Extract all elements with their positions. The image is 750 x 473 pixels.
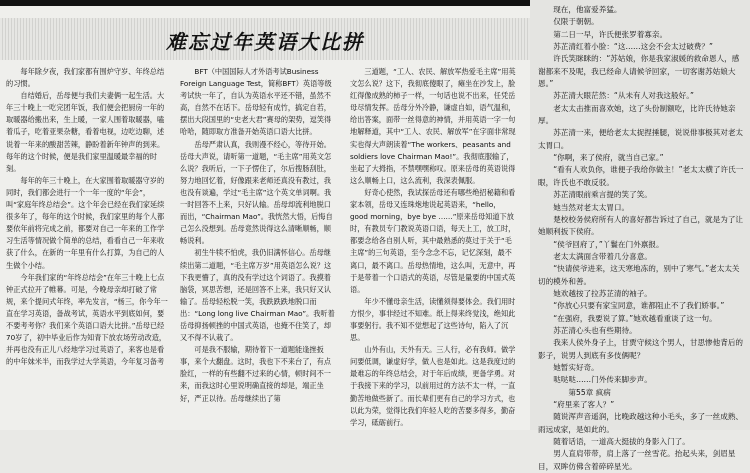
novel-paragraph: 楚校校务侯府所有人的喜好都告诉过了自己，就是为了让她顺利扳下侯府。 xyxy=(538,214,744,237)
novel-text-column xyxy=(538,4,744,473)
novel-paragraph: 老太太满面含带着几分喜意。 xyxy=(553,251,652,261)
novel-paragraph: “你放心只要有家宝同意，谁都阻止不了我们娇事。” xyxy=(553,301,725,311)
novel-paragraph: 苏芷清红着小脸：“这……这会不会太过破费？” xyxy=(553,42,713,52)
novel-paragraph: “在强府，我要说了算。”她欢越看重谈了这一句。 xyxy=(553,313,717,323)
novel-paragraph: 苏芷清眼前乘言提的笑了笑。 xyxy=(553,190,652,200)
novel-paragraph: 我来人侯外身子上，甘贾守候这个男人，甘思惨他背后的影子，说男人到底有多伎俩呢？ xyxy=(538,338,744,360)
novel-paragraph: 苏芷清心头也有些期待。 xyxy=(553,325,637,335)
novel-paragraph: 她暂实好奇。 xyxy=(553,362,599,372)
novel-paragraph: 随说浑声音遥润，比晚政越这种小毛头，多了一丝成熟、雨远成家，是如此的。 xyxy=(538,412,744,434)
article-paragraph: 三道题，“工人、农民、解放军热爱毛主席”用英文怎么说？这下，我彻底傻眼了，瘫坐在沙发上，脸红得像成熟的柿子一样，一句话也说不出来，任凭岳母尽情发挥。岳母分外冷静，谦虚自如，语气温和，给出答案，面带一丝得意的神情，并用英语一字一句地解释道，其中“工人、农民、解放军”在字面非常现实也得大声朗读着“The workers、peasants and soldiers love Chairman Mao!”。我彻底服输了，坐起了大拇指，不禁嘿嘿称叹。原来岳母的英语说得这么顺畅上口，这么流利，我深表佩服。 xyxy=(350,67,516,185)
novel-paragraph: 她当然对老太太胃口。 xyxy=(553,202,630,212)
novel-paragraph: 许氏笑眯眯的：“苏姑娘，你是我家淑媛的救命恩人，感谢都来不及呢，我已经命人请候爷回家，一切客谢苏姑娘大恩。” xyxy=(538,54,740,89)
novel-paragraph: 第二日一早，许氏便张罗着寡亲。 xyxy=(553,29,668,39)
article-title: 难忘过年英语大比拼 xyxy=(166,30,364,54)
novel-paragraph: 哒哒哒……门外传来脚步声。 xyxy=(553,375,652,385)
article-column-3 xyxy=(350,66,516,430)
article-paragraph: 好奇心使然，我试探岳母还有哪些绝招秘籍和看家本领，岳母又连珠炮地说起英语来，“hello，good morning，bye bye ……”原来岳母知道下放时，有教员专门教说英语口语，每天上工，放工时，都要念给各自别人听，其中最熟悉的莫过于关于“毛主席”的三句英语，至今念念不忘，记忆深刻，最不离口，最不离口。岳母热情地，这么叫，无意中，再于是带着一个口语式的英语，尽管是量要的中国式英语。 xyxy=(350,187,516,294)
novel-sidebar xyxy=(530,0,750,471)
article-paragraph: 可是我不服输，期待着下一道题能逢挫扳事，来个大翻盘。这时，我也下不来台了，有点脸红，一样的有些翻不过来的心情，顿时间不一来，而我这时心里说明确直接的却是，端正坐好，严正以待。岳母继续出了第 xyxy=(180,345,331,403)
novel-paragraph: 男人直肩带带，肩上落了一丝雪花。抬起头来，剑眉星目，双眸仿佛含着碎碎星光。 xyxy=(538,449,736,471)
novel-paragraph: 苏芷清一来，便给老太太捉捏捶腿，说说俳事极其对老太太胃口。 xyxy=(538,128,744,150)
novel-paragraph: “你啊，来了侯府，就当自己家。” xyxy=(553,153,664,163)
article-column-2 xyxy=(180,66,338,430)
novel-paragraph: 随着话语，一道高大挺拔的身影入门了。 xyxy=(553,437,690,447)
article-paragraph: 初生牛犊不怕虎，我仍旧满怀信心。岳母继续出第二道题，“毛主席万岁”用英语怎么说？这下我更懵了，真的没有学过这个词语了。我摸着脑袋，冥思苦想，还是回答不上来，我只好又认输了。岳母轻松脱一笑，我跌跌跌地脱口而出：“Long long live Chairman Mao”。我听着岳母抑扬顿挫的中国式英语，也掩不住笑了，却又不得不认栽了。 xyxy=(180,248,335,343)
article-paragraph: 每年的年三十晚上，在大家围着取暖器守岁的同时，我们都会进行一个一年一度的“年会”，叫“家庭年终总结会”。这个年会已经在我们家延续很多年了，每年的这个时候，我们家里的每个人都要依年前将完成之前，都要对自己一年来的工作学习生活等情况做个简单的总结，看看自己一年来收获了什么，在新的一年里有什么打算，为自己的人生做个小结。 xyxy=(6,175,165,270)
top-rule xyxy=(0,0,530,6)
novel-paragraph: 她欢越按了拉苏芷清的袖子。 xyxy=(553,288,652,298)
article-paragraph: 年少不懂母亲生活，读懂须得要体会。我们用时方恨少，事非经过不知难。纸上得来终觉浅，绝知此事要躬行。我不知不觉想起了这些诗句，陷入了沉思。 xyxy=(350,296,516,343)
novel-paragraph: “快请侯爷进来，这天寒地冻的，别中了寒气。”老太太关切的模外和善。 xyxy=(538,264,740,286)
novel-paragraph: 苏芷清大眼茫然：“从未有人对我这般好。” xyxy=(553,91,694,101)
article-paragraph: 山外有山，天外有天。三人行，必有我师。做学问要低调，谦虚好学，做人也是如此。这是我度过的最难忘的年终总结会，对于年后成绩，更备学勇。对于我接下来的学习，以前用过的方法不太一样，一直勤苦地做些新了。而长辈们更有自己的学习方式，也以此为荣，觉得比我们年轻人吃的苦要多得多，勤奋学习，砥砺前行。 xyxy=(350,345,516,427)
novel-paragraph: 仅限于朝朝。 xyxy=(553,17,599,27)
novel-paragraph: 老太太击推而喜欢她，这了头份制额吃，比许氏待她亲厚。 xyxy=(538,103,736,126)
article-paragraph: 今年我们家的“年终总结会”在年三十晚上七点钟正式拉开了帷幕。可是，今晚母亲却打破了常规，来个提问式年终，率先发言，“杨三，你今年一直在学习英语，备战考试，英语水平到底如何，要不要考考你？我们来个英语口语大比拼。”岳母已经70岁了，初中毕业后作为知青下放农场劳动改造，并再也没有正儿八经地学习过英语了，来客也是看的中年妹米半，而我学过大学英语，今年复习备考 xyxy=(6,272,168,367)
article-column-1 xyxy=(6,66,168,430)
article-paragraph: 每年除夕夜，我们家都有围炉守岁、年终总结的习惯。 xyxy=(6,67,165,89)
article-paragraph: 自结婚后，岳母便与我们夫妻俩一起生活。大年三十晚上一吃完团年饭，我们便会把厨房一年的取暖器给搬出来，生上暖，一家人围着取暖器，嗑着瓜子，吃着亚果杂糖，看着电视，边吃边聊，述说着一年来的酸甜苦辣，静盼着新年钟声的到来。每年的这个时候，便是我们家里温暖最幸福的时刻。 xyxy=(6,91,165,173)
novel-paragraph: “府里来了客人？” xyxy=(553,400,615,409)
novel-paragraph: “侯爷回府了，”丫鬟在门外禀报。 xyxy=(553,239,664,249)
chapter-heading: 第55章 疯病 xyxy=(568,387,611,397)
novel-paragraph: 现在，他富爱养猛。 xyxy=(553,5,622,14)
article-paragraph: 岳母严肃认真，我则漫不经心，等待开始。岳母大声说，请听第一道题，“毛主席”用英文怎么说？我听后，一下子愣住了，尔后搜肠刮肚，努力地回忆着，好像跟来老师还真没有教过，我也没有谈遍，学过“毛主席”这个英文单词啊。我一时回答不上来，只好认输。岳母却流利地脱口而出，“Chairman Mao”。我恍然大悟，后悔自己怎么没想到。岳母竟然说得这么清晰顺畅，顺畅说利。 xyxy=(180,139,333,246)
article-paragraph: BFT（中国国际人才外语考试Business Foreign Language Test，简称BFT）英语等级考试快一年了，自认为英语水平还不错，虽然不高，自然不在话下。岳母轻有成竹，搞定自若，摆出大段国里的“史老大君”赛母的架势，逗笑得哈哈，随即取方准备开始英语口语大比拼。 xyxy=(180,67,332,137)
novel-paragraph: “看有人欢负你，谁便子我给你做主！”老太太横了许氏一眼，许氏也不敢反驳。 xyxy=(538,165,744,187)
